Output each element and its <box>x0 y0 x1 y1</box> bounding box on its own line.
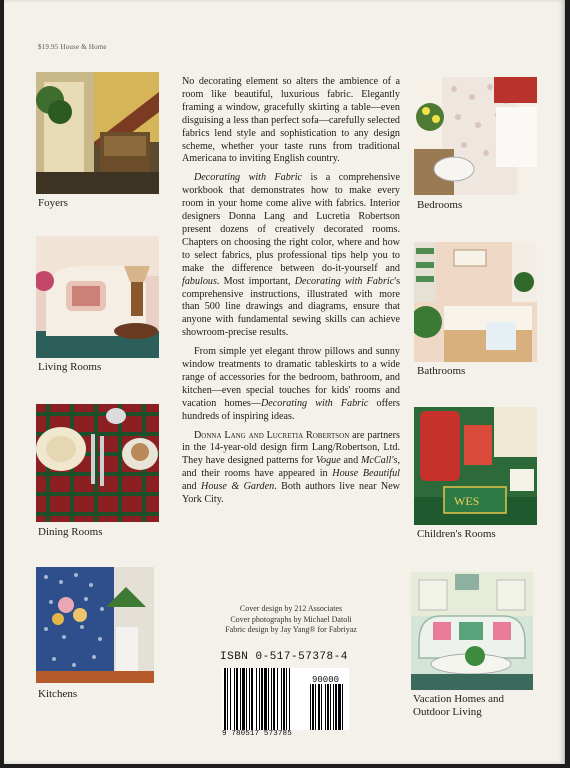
description-paragraph-2: Decorating with Fabric is a comprehensive workbook that demonstrates how to make every room in your home come alive with fabrics. Interior designers Donna Lang and Lucretia Robertson present dozens of creatively decorated rooms. Chapters on choosing the right color, where and how to select fabrics, plus professional tips help you to make the difference between do-it-yourself and fabulous. Most important, Decorating with Fabric's comprehensive instructions, illustrated with more than 500 line drawings and diagrams, ensure that anyone with fundamental sewing skills can achieve showroom-precise results. <box>182 172 401 339</box>
credit-cover-photographs: Cover photographs by Michael Datoli <box>230 614 352 624</box>
caption-living-rooms: Living Rooms <box>38 361 102 373</box>
vacation-homes-photo <box>411 572 533 690</box>
barcode-number: 9 780517 573785 <box>222 730 292 738</box>
caption-kitchens: Kitchens <box>38 688 78 700</box>
caption-bedrooms: Bedrooms <box>417 199 463 211</box>
book-back-cover <box>4 0 565 764</box>
caption-bathrooms: Bathrooms <box>417 365 466 377</box>
caption-dining-rooms: Dining Rooms <box>38 526 103 538</box>
living-rooms-photo <box>36 236 159 358</box>
bedrooms-photo <box>414 77 537 195</box>
cover-credits <box>182 604 400 636</box>
author-bio: Donna Lang and Lucretia Robertson are partners in the 14-year-old design firm Lang/Robertson, Ltd. They have designed patterns for Vogue and McCall's, and their rooms have appeared in House Beautiful and House & Garden. Both authors live near New York City. <box>182 429 401 506</box>
price-category-line: $19.95 House & Home <box>38 43 107 51</box>
caption-foyers: Foyers <box>38 197 68 209</box>
childrens-room-wes-sign: WES <box>454 494 480 508</box>
book-title-ref: Decorating with Fabric <box>194 172 303 184</box>
credit-cover-design: Cover design by 212 Associates <box>239 604 343 613</box>
foyers-photo <box>36 72 159 194</box>
childrens-rooms-photo <box>414 407 537 525</box>
description-paragraph-3: From simple yet elegant throw pillows and sunny window treatments to dramatic tableskirts to a wide range of accessories for the bedroom, bathroom, and kitchen—even special touches for kids' rooms and vacation homes—Decorating with Fabric offers hundreds of inspiring ideas. <box>182 346 400 422</box>
caption-vacation-homes-line2: Outdoor Living <box>413 706 482 718</box>
author-names: Donna Lang and Lucretia Robertson <box>194 429 350 441</box>
caption-childrens-rooms: Children's Rooms <box>417 528 496 540</box>
kitchens-photo <box>36 567 154 683</box>
isbn-label: ISBN 0-517-57378-4 <box>220 651 348 663</box>
credit-fabric-design: Fabric design by Jay Yang® for Fabriyaz <box>225 625 357 634</box>
book-description <box>182 76 400 513</box>
dining-rooms-photo <box>36 404 159 522</box>
bathrooms-photo <box>414 242 537 362</box>
description-paragraph-1: No decorating element so alters the ambience of a room like beautiful, luxurious fabric. Elegantly framing a window, gracefully skirting a table—even disguising a less than perfect sofa—carefully selected fabrics lend style and sophistication to any design scheme, whether your taste runs from traditional Americana to inviting English country. <box>182 76 400 165</box>
caption-vacation-homes-line1: Vacation Homes and <box>413 693 505 705</box>
price-code: 90000 <box>312 675 340 685</box>
